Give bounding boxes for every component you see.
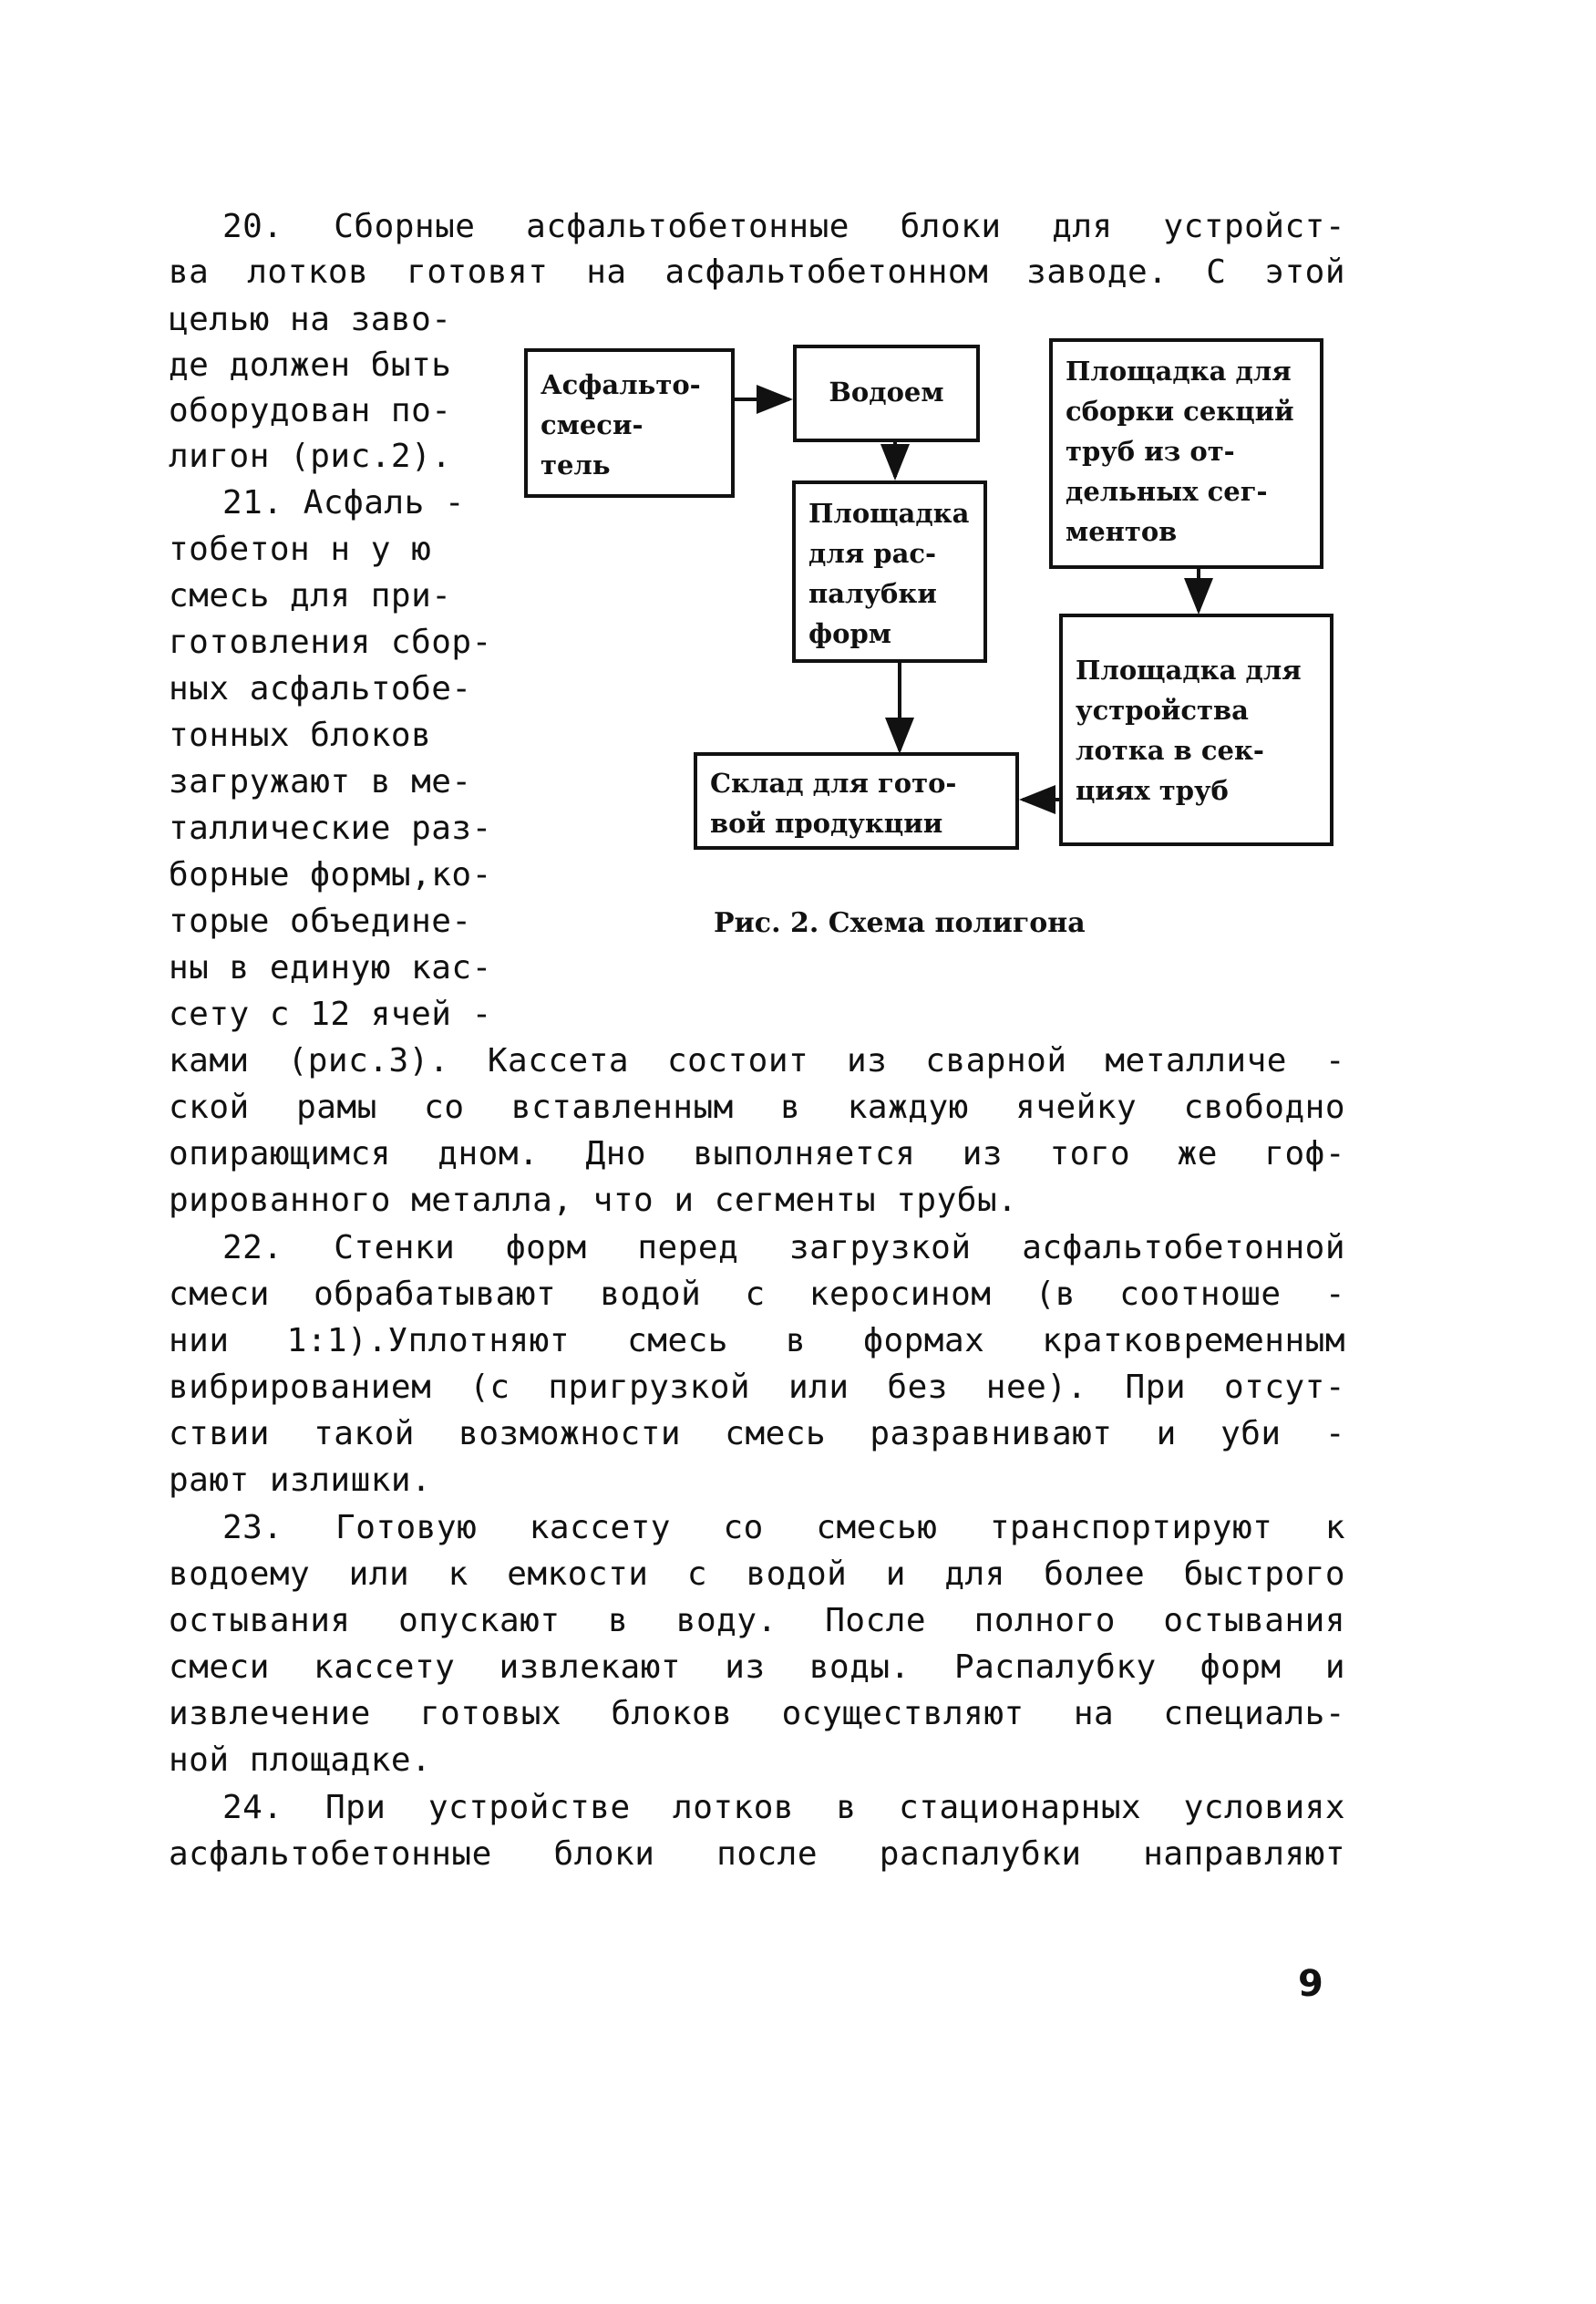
- diagram-box-warehouse: [694, 752, 1019, 850]
- diagram-box-pond: [793, 345, 980, 442]
- paragraph-21-line-5: ных асфальтобе-: [169, 670, 472, 708]
- paragraph-20-line-5: оборудован по-: [169, 392, 452, 429]
- diagram-box-mixer-label: Асфальто- смеси- тель: [541, 369, 701, 480]
- paragraph-20-line-4: де должен быть: [169, 346, 452, 384]
- paragraph-21-line-9: борные формы,ко-: [169, 856, 492, 894]
- paragraph-23-line-5: извлечение готовых блоков осуществляют на специаль-: [169, 1695, 1345, 1732]
- paragraph-20-line-1: 20. Сборные асфальтобетонные блоки для устройст-: [222, 208, 1345, 245]
- paragraph-24-line-2: асфальтобетонные блоки после распалубки направляют: [169, 1835, 1345, 1873]
- paragraph-21-line-15: опирающимся дном. Дно выполняется из того же гоф-: [169, 1135, 1345, 1173]
- paragraph-22-line-1: 22. Стенки форм перед загрузкой асфальтобетонной: [222, 1229, 1345, 1266]
- paragraph-22-line-5: ствии такой возможности смесь разравнивают и уби -: [169, 1415, 1345, 1452]
- paragraph-20-line-6: лигон (рис.2).: [169, 438, 452, 475]
- diagram-box-stripping-label: Площадка для рас- палубки форм: [808, 498, 970, 649]
- paragraph-21-line-8: таллические раз-: [169, 810, 492, 847]
- diagram-caption: Рис. 2. Схема полигона: [714, 907, 1086, 939]
- paragraph-22-line-3: нии 1:1).Уплотняют смесь в формах кратковременным: [169, 1322, 1345, 1359]
- paragraph-21-line-11: ны в единую кас-: [169, 949, 492, 987]
- paragraph-23-line-4: смеси кассету извлекают из воды. Распалубку форм и: [169, 1648, 1345, 1686]
- page-number: 9: [1298, 1963, 1323, 2005]
- paragraph-21-line-14: ской рамы со вставленным в каждую ячейку свободно: [169, 1089, 1345, 1126]
- paragraph-21-line-2: тобетон н у ю: [169, 531, 432, 568]
- paragraph-21-line-7: загружают в ме-: [169, 763, 472, 801]
- paragraph-24-line-1: 24. При устройстве лотков в стационарных условиях: [222, 1789, 1345, 1826]
- paragraph-23-line-1: 23. Готовую кассету со смесью транспортируют к: [222, 1509, 1345, 1546]
- paragraph-20-line-3: целью на заво-: [169, 301, 452, 338]
- diagram-box-trough-label: Площадка для устройства лотка в сек- циях труб: [1076, 655, 1302, 806]
- paragraph-21-line-3: смесь для при-: [169, 577, 452, 615]
- diagram-box-assembly: [1049, 338, 1323, 569]
- diagram-box-trough: [1059, 614, 1333, 846]
- paragraph-23-line-3: остывания опускают в воду. После полного остывания: [169, 1602, 1345, 1639]
- paragraph-22-line-6: рают излишки.: [169, 1462, 432, 1499]
- paragraph-21-line-6: тонных блоков: [169, 717, 432, 754]
- paragraph-20-line-2: ва лотков готовят на асфальтобетонном заводе. С этой: [169, 253, 1345, 291]
- paragraph-21-line-1: 21. Асфаль -: [222, 484, 466, 522]
- paragraph-23-line-2: водоему или к емкости с водой и для более быстрого: [169, 1555, 1345, 1593]
- paragraph-23-line-6: ной площадке.: [169, 1741, 432, 1779]
- diagram-box-pond-label: Водоем: [829, 377, 944, 408]
- paragraph-21-line-12: сету с 12 ячей -: [169, 996, 492, 1033]
- paragraph-21-line-16: рированного металла, что и сегменты трубы.: [169, 1182, 1018, 1219]
- diagram-box-assembly-label: Площадка для сборки секций труб из от- дельных сег- ментов: [1066, 356, 1294, 547]
- paragraph-21-line-13: ками (рис.3). Кассета состоит из сварной металличе -: [169, 1042, 1345, 1080]
- paragraph-21-line-10: торые объедине-: [169, 903, 472, 940]
- paragraph-22-line-4: вибрированием (с пригрузкой или без нее). При отсут-: [169, 1369, 1345, 1406]
- diagram-box-mixer: [524, 348, 735, 498]
- paragraph-21-line-4: готовления сбор-: [169, 624, 492, 661]
- diagram-box-warehouse-label: Склад для гото- вой продукции: [710, 768, 957, 839]
- diagram-box-stripping: [792, 480, 987, 663]
- paragraph-22-line-2: смеси обрабатывают водой с керосином (в соотноше -: [169, 1276, 1345, 1313]
